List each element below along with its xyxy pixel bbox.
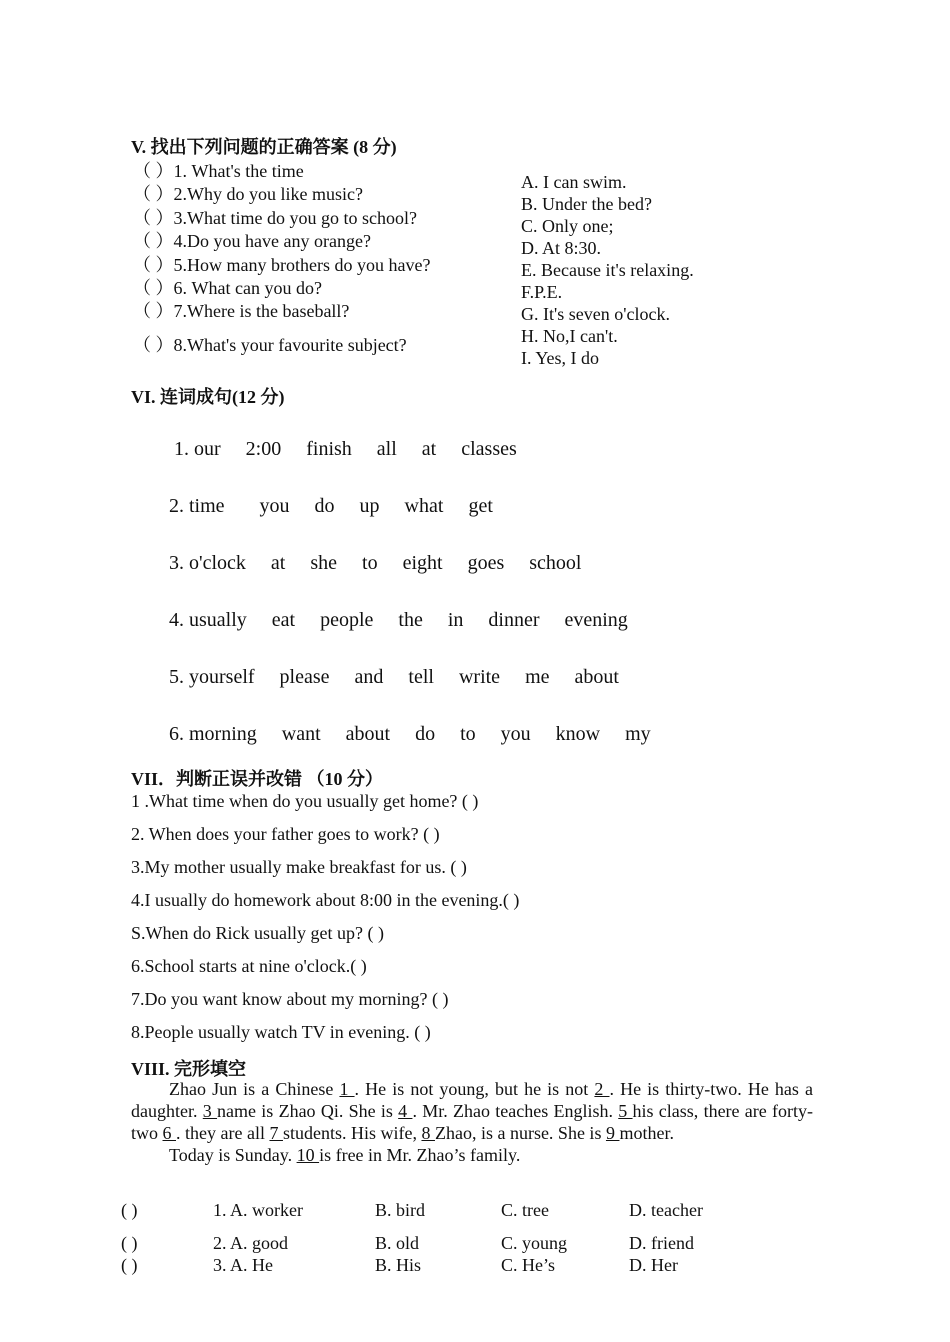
section-title-viii: VIII. 完形填空 [131, 1059, 247, 1079]
reorder-number: 1. [174, 438, 189, 460]
judge-item: S.When do Rick usually get up? ( ) [131, 923, 384, 943]
reorder-word: people [320, 609, 374, 631]
cloze-blank: 1 [339, 1079, 355, 1099]
cloze-blank: 2 [594, 1079, 610, 1099]
cloze-text: Zhao, is a nurse. She is [434, 1123, 606, 1143]
judge-item: 8.People usually watch TV in evening. ( ) [131, 1022, 431, 1042]
reorder-number: 6. [169, 723, 184, 745]
match-question: （ ）5.How many brothers do you have? [133, 255, 431, 275]
section-title-vi: VI. 连词成句(12 分) [131, 387, 285, 407]
reorder-word: and [354, 666, 384, 688]
reorder-word: classes [461, 438, 517, 460]
option-d: D. Her [629, 1255, 678, 1275]
reorder-number: 4. [169, 609, 184, 631]
reorder-word: finish [306, 438, 352, 460]
option-d: D. teacher [629, 1200, 703, 1220]
option-a: 2. A. good [213, 1233, 289, 1253]
reorder-item [169, 609, 648, 632]
reorder-word: our [194, 438, 221, 460]
cloze-blank: 9 [605, 1123, 620, 1143]
reorder-item [169, 723, 671, 746]
match-answer: A. I can swim. [521, 172, 627, 192]
reorder-word: you [259, 495, 290, 517]
cloze-blank: 3 [202, 1101, 218, 1121]
option-d: D. friend [629, 1233, 694, 1253]
option-b: B. old [375, 1233, 420, 1253]
match-question: （ ）2.Why do you like music? [133, 184, 363, 204]
reorder-word: the [398, 609, 423, 631]
cloze-text: Zhao Jun is a Chinese [169, 1079, 340, 1099]
judge-item: 3.My mother usually make breakfast for us. ( ) [131, 857, 467, 877]
reorder-item [169, 495, 513, 518]
reorder-word: eat [271, 609, 296, 631]
match-question: （ ）3.What time do you go to school? [133, 208, 417, 228]
reorder-word: at [270, 552, 286, 574]
match-answer: D. At 8:30. [521, 238, 602, 258]
match-question: （ ）1. What's the time [133, 161, 304, 181]
match-answer: E. Because it's relaxing. [521, 260, 694, 280]
cloze-text: Today is Sunday. [169, 1145, 297, 1165]
reorder-word: please [279, 666, 330, 688]
reorder-word: time [189, 495, 225, 517]
reorder-item [174, 438, 537, 461]
match-question: （ ）7.Where is the baseball? [133, 301, 350, 321]
cloze-text: name is Zhao Qi. She is [217, 1101, 399, 1121]
match-answer: G. It's seven o'clock. [521, 304, 670, 324]
section-title-vii: VII．判断正误并改错 （10 分） [131, 769, 384, 789]
reorder-word: get [468, 495, 493, 517]
reorder-word: usually [189, 609, 247, 631]
option-c: C. He’s [501, 1255, 555, 1275]
cloze-paragraph [131, 1144, 813, 1166]
cloze-text: . Mr. Zhao teaches English. [412, 1101, 619, 1121]
cloze-text: . He is not young, but he is not [354, 1079, 595, 1099]
reorder-word: all [376, 438, 397, 460]
reorder-word: write [458, 666, 501, 688]
reorder-word: in [447, 609, 464, 631]
reorder-word: school [529, 552, 582, 574]
reorder-number: 2. [169, 495, 184, 517]
reorder-word: tell [408, 666, 434, 688]
reorder-word: to [362, 552, 378, 574]
option-c: C. young [501, 1233, 568, 1253]
reorder-word: about [345, 723, 391, 745]
match-question: （ ）8.What's your favourite subject? [133, 335, 407, 355]
match-answer: C. Only one; [521, 216, 614, 236]
reorder-word: my [625, 723, 651, 745]
cloze-text: mother. [619, 1123, 674, 1143]
cloze-blank: 8 [421, 1123, 435, 1143]
judge-item: 4.I usually do homework about 8:00 in the evening.( ) [131, 890, 520, 910]
reorder-word: 2:00 [245, 438, 282, 460]
reorder-word: eight [402, 552, 443, 574]
section-title-v: V. 找出下列问题的正确答案 (8 分) [131, 137, 397, 157]
reorder-word: you [500, 723, 531, 745]
reorder-word: what [404, 495, 444, 517]
reorder-word: o'clock [189, 552, 246, 574]
reorder-item [169, 666, 639, 689]
reorder-word: dinner [488, 609, 540, 631]
match-question: （ ）4.Do you have any orange? [133, 231, 371, 251]
reorder-word: to [460, 723, 476, 745]
cloze-text: his class, there are forty-two [131, 1101, 814, 1143]
cloze-paragraph [131, 1078, 813, 1144]
option-a: 3. A. He [213, 1255, 273, 1275]
cloze-text: students. His wife, [282, 1123, 422, 1143]
reorder-word: goes [467, 552, 505, 574]
reorder-word: up [359, 495, 380, 517]
judge-item: 7.Do you want know about my morning? ( ) [131, 989, 449, 1009]
cloze-blank: 5 [618, 1101, 633, 1121]
cloze-text: . He is thirty-two. He has a daughter. [131, 1079, 813, 1121]
judge-item: 6.School starts at nine o'clock.( ) [131, 956, 367, 976]
cloze-text: . they are all [176, 1123, 270, 1143]
reorder-word: evening [564, 609, 628, 631]
reorder-word: want [281, 723, 321, 745]
match-answer: B. Under the bed? [521, 194, 652, 214]
reorder-word: do [314, 495, 335, 517]
cloze-blank: 10 [296, 1145, 320, 1165]
answer-paren: ( ) [121, 1233, 138, 1253]
cloze-blank: 7 [269, 1123, 283, 1143]
option-b: B. bird [375, 1200, 426, 1220]
reorder-word: about [574, 666, 619, 688]
match-question: （ ）6. What can you do? [133, 278, 322, 298]
cloze-blank: 4 [398, 1101, 413, 1121]
cloze-text: is free in Mr. Zhao’s family. [319, 1145, 521, 1165]
match-answer: I. Yes, I do [521, 348, 600, 368]
reorder-word: she [310, 552, 338, 574]
reorder-word: do [415, 723, 436, 745]
reorder-number: 5. [169, 666, 184, 688]
option-c: C. tree [501, 1200, 549, 1220]
reorder-word: at [421, 438, 437, 460]
match-answer: F.P.E. [521, 282, 563, 302]
match-answer: H. No,I can't. [521, 326, 618, 346]
cloze-passage [131, 1078, 813, 1166]
judge-item: 1 .What time when do you usually get home? ( ) [131, 791, 479, 811]
reorder-word: me [525, 666, 550, 688]
reorder-word: yourself [189, 666, 255, 688]
reorder-number: 3. [169, 552, 184, 574]
reorder-item [169, 552, 601, 575]
option-a: 1. A. worker [213, 1200, 303, 1220]
cloze-blank: 6 [162, 1123, 176, 1143]
reorder-word: morning [189, 723, 257, 745]
answer-paren: ( ) [121, 1200, 138, 1220]
option-b: B. His [375, 1255, 422, 1275]
judge-item: 2. When does your father goes to work? ( ) [131, 824, 440, 844]
answer-paren: ( ) [121, 1255, 138, 1275]
reorder-word: know [555, 723, 601, 745]
